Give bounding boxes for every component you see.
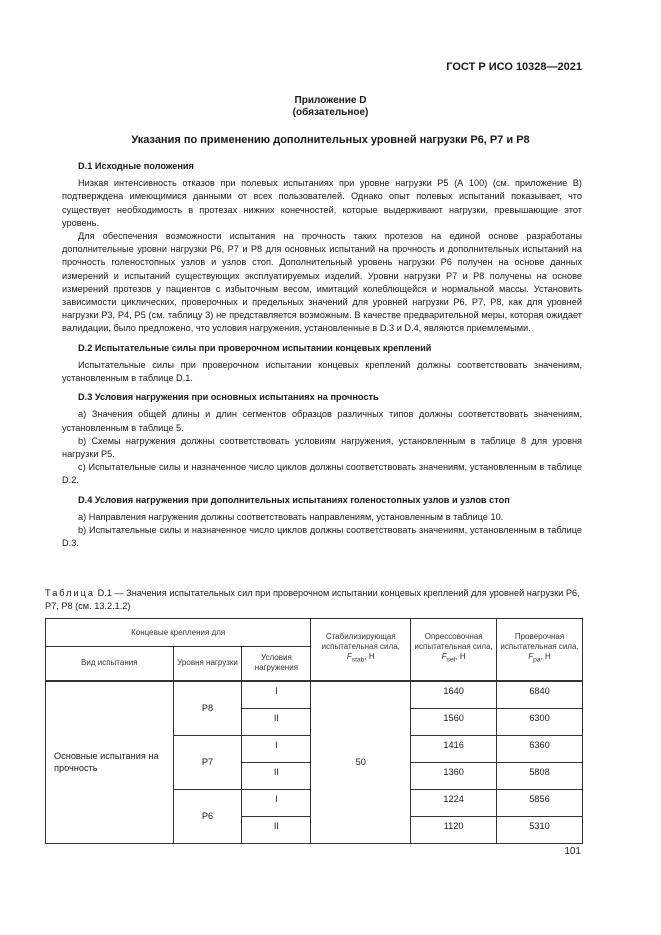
condition-cell: I	[242, 789, 311, 816]
test-forces-table	[45, 618, 583, 844]
col-condition-header: Условия нагружения	[242, 647, 311, 681]
level-cell: Р7	[173, 735, 242, 789]
standard-designation: ГОСТ Р ИСО 10328—2021	[446, 61, 582, 73]
table-caption-text: D.1 — Значения испытательных сил при проверочном испытании концевых креплений для уровней нагрузки Р6, Р7, Р8 (см. 13.2.1.2)	[45, 588, 580, 611]
pa-value-cell: 6360	[497, 735, 583, 762]
col-test-type-header: Вид испытания	[46, 647, 174, 681]
col-level-header: Уровня нагрузки	[173, 647, 242, 681]
col-set-header: Опрессовочная испытательная сила, $F_{set}$, Н	[411, 619, 497, 681]
section-heading: D.1 Исходные положения	[78, 161, 194, 171]
level-cell: Р6	[173, 789, 242, 843]
annex-status: (обязательное)	[292, 107, 369, 118]
set-value-cell: 1224	[411, 789, 497, 816]
pa-value-cell: 6840	[497, 681, 583, 709]
set-value-cell: 1120	[411, 816, 497, 843]
pa-value-cell: 5310	[497, 816, 583, 843]
set-value-cell: 1640	[411, 681, 497, 709]
pa-value-cell: 5856	[497, 789, 583, 816]
paragraph: Низкая интенсивность отказов при полевых испытаниях при уровне нагрузки Р5 (А 100) (см. приложение В) подтверждена имеющимися данными от всех пользователей. Однако опыт полевых испытаний показывает, что существует необходимость в протезах нижних конечностей, которые выдерживают нагрузки, превышающие этот уровень.	[62, 178, 582, 228]
condition-cell: I	[242, 735, 311, 762]
set-value-cell: 1416	[411, 735, 497, 762]
paragraph: Для обеспечения возможности испытания на прочность таких протезов на единой основе разработаны дополнительные уровни нагрузки Р6, Р7 и Р8 для основных испытаний на прочность и дополнительных испытаний на прочность голеностопных узлов и узлов стоп. Дополнительный уровень нагрузки Р6 получен на основе данных измерений и испытаний существующих эксплуатируемых изделий. Уровни нагрузки Р7 и Р8 получены на основе измерений протезов у пациентов с избыточным весом, имитаций колеблющейся и нормальной массы. Установить зависимости циклических, проверочных и предельных значений для уровней нагрузки Р6, Р7, Р8, как для уровней нагрузки Р3, Р4, Р5 (см. таблицу 3) не представляется возможным. В качестве предварительной меры, которая ожидает валидации, было предложено, что условия нагружения, установленные в D.3 и D.4, являются приемлемыми.	[62, 231, 582, 334]
annex-title: Приложение D	[294, 95, 367, 106]
paragraph: b) Испытательные силы и назначенное число циклов должны соответствовать значениям, установленным в таблице D.3.	[62, 525, 582, 549]
annex-heading: Указания по применению дополнительных уровней нагрузки Р6, Р7 и Р8	[131, 134, 530, 146]
page-number: 101	[564, 846, 581, 857]
section-heading: D.2 Испытательные силы при проверочном испытании концевых креплений	[78, 342, 432, 353]
section-heading: D.4 Условия нагружения при дополнительных испытаниях голеностопных узлов и узлов стоп	[78, 494, 510, 505]
table-caption	[45, 587, 585, 613]
group-header: Концевые крепления для	[46, 619, 311, 647]
pa-value-cell: 6300	[497, 708, 583, 735]
test-type-cell: Основные испытания на прочность	[46, 681, 174, 844]
level-cell: Р8	[173, 681, 242, 736]
set-value-cell: 1560	[411, 708, 497, 735]
condition-cell: II	[242, 708, 311, 735]
paragraph: a) Значения общей длины и длин сегментов образцов различных типов должны соответствовать значениям, установленным в таблице 5.	[62, 409, 582, 433]
set-value-cell: 1360	[411, 762, 497, 789]
paragraph: b) Схемы нагружения должны соответствовать условиям нагружения, установленным в таблице 8 для уровня нагрузки Р5.	[62, 435, 582, 460]
pa-value-cell: 5808	[497, 762, 583, 789]
paragraph: a) Направления нагружения должны соответствовать направлениям, установленным в таблице 10.	[78, 511, 504, 522]
table-caption-label: Таблица	[45, 588, 96, 598]
paragraph: c) Испытательные силы и назначенное число циклов должны соответствовать значениям, установленным в таблице D.2.	[62, 462, 582, 486]
col-stab-header: Стабилизирующая испытательная сила, $F_{stab}$, Н	[311, 619, 411, 681]
col-pa-header: Проверочная испытательная сила, $F_{pa}$, Н	[497, 619, 583, 681]
stab-value-cell: 50	[311, 681, 411, 844]
section-heading: D.3 Условия нагружения при основных испытаниях на прочность	[78, 392, 379, 403]
table-row	[46, 681, 583, 709]
annex-body	[62, 160, 582, 550]
condition-cell: II	[242, 816, 311, 843]
paragraph: Испытательные силы при проверочном испытании концевых креплений должны соответствовать значениям, установленным в таблице D.1.	[62, 359, 582, 384]
condition-cell: II	[242, 762, 311, 789]
condition-cell: I	[242, 681, 311, 709]
